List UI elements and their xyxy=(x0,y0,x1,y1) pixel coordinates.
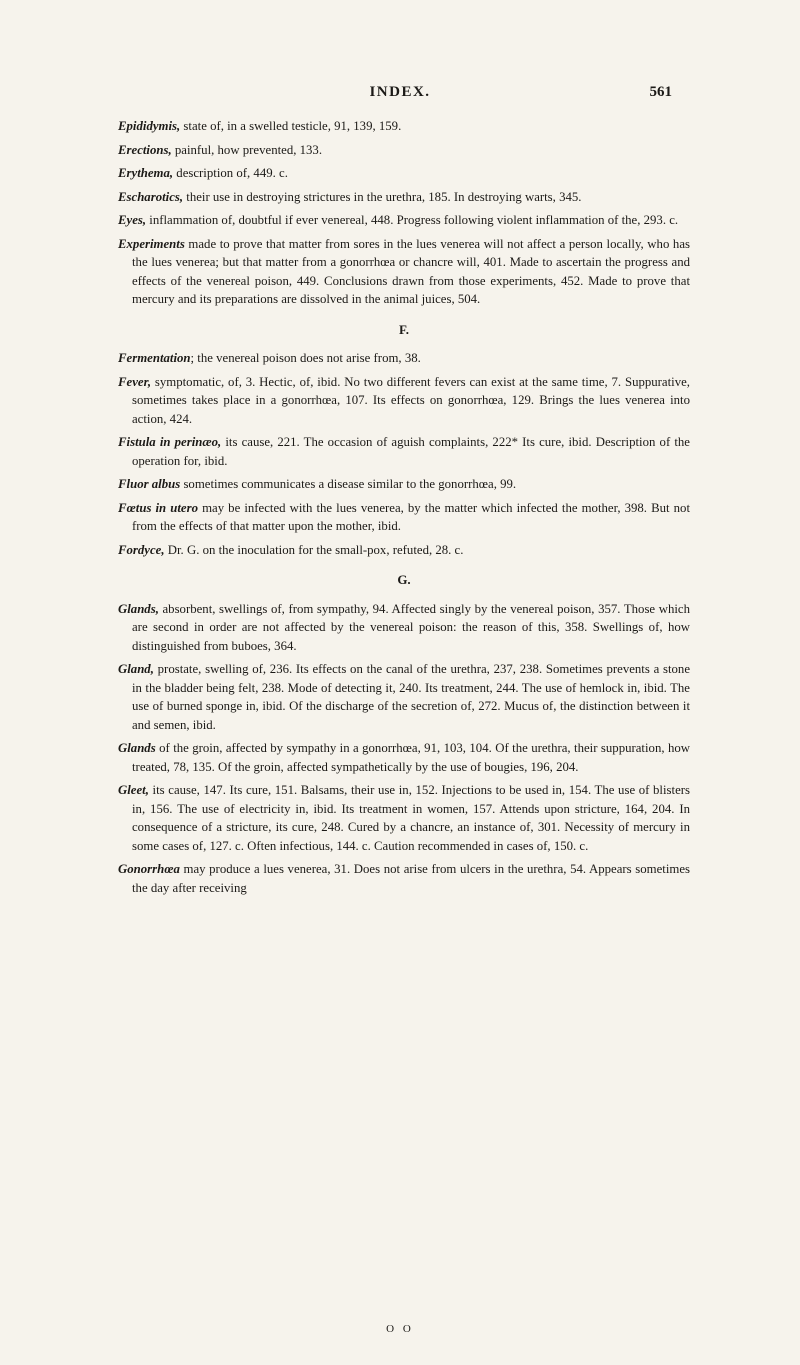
entry-text: its cause, 147. Its cure, 151. Balsams, their use in, 152. Injections to be used in, 154. The use of blisters in, 156. The use of electricity in, ibid. Its treatment in women, 157. Attends upon stricture, 164, 204. In consequence of a stricture, its cure, 248. Cured by a chancre, an instance of, 301. Necessity of mercury in some cases of, 127. c. Often infectious, 144. c. Caution recommended in cases of, 150. c. xyxy=(132,783,690,853)
index-entry xyxy=(118,211,690,230)
index-entry xyxy=(118,188,690,207)
index-entry xyxy=(118,235,690,309)
entry-heading: Epididymis, xyxy=(118,119,181,133)
entry-text: their use in destroying strictures in the urethra, 185. In destroying warts, 345. xyxy=(183,189,582,204)
entry-heading: Gleet, xyxy=(118,783,149,797)
entry-heading: Erythema, xyxy=(118,166,174,180)
entry-heading: Fœtus in utero xyxy=(118,500,198,515)
index-entry xyxy=(118,660,690,734)
entry-text: state of, in a swelled testicle, 91, 139, 159. xyxy=(180,119,402,133)
section-letter: F. xyxy=(399,321,409,337)
entry-heading: Gland, xyxy=(118,662,154,676)
index-entry xyxy=(118,860,690,897)
entry-heading: Fermentation xyxy=(118,351,191,365)
entry-heading: Glands, xyxy=(118,601,159,616)
entry-text: inflammation of, doubtful if ever venereal, 448. Progress following violent inflammation of the, 293. c. xyxy=(146,213,679,227)
entry-heading: Eyes, xyxy=(118,213,147,227)
entry-heading: Fluor albus xyxy=(118,477,181,491)
index-entry xyxy=(118,475,690,494)
index-entry xyxy=(118,600,690,656)
index-entry xyxy=(118,433,690,470)
running-title: INDEX. xyxy=(369,84,431,100)
entry-text: description of, 449. c. xyxy=(173,166,288,180)
entry-text: made to prove that matter from sores in the lues venerea will not affect a person locally, who has the lues venerea; but that matter from a gonorrhœa or chancre will, 401. Made to ascertain the progress and effects of the venereal poison, 449. Conclusions drawn from those experiments, 452. Made to prove that mercury and its preparations are dissolved in the animal juices, 504. xyxy=(132,236,690,306)
entry-heading: Fistula in perinæo, xyxy=(118,435,222,449)
index-entry xyxy=(118,541,690,560)
entry-heading: Fordyce, xyxy=(118,542,165,557)
index-content xyxy=(118,117,690,902)
running-head xyxy=(0,84,800,108)
entry-text: absorbent, swellings of, from sympathy, 94. Affected singly by the venereal poison, 357. Those which are second in order are not affected by the venereal poison: the reason of this, 358. Swellings of, how distinguished from buboes, 364. xyxy=(132,601,690,653)
entry-heading: Experiments xyxy=(118,236,185,251)
entry-heading: Fever, xyxy=(118,374,152,389)
index-entry xyxy=(118,141,690,160)
entry-text: symptomatic, of, 3. Hectic, of, ibid. No two different fevers can exist at the same time, 7. Suppurative, sometimes takes place in a gonorrhœa, 107. Its effects on gonorrhœa, 129. Brings the lues venerea into action, 424. xyxy=(132,374,690,426)
entry-text: Dr. G. on the inoculation for the small-pox, refuted, 28. c. xyxy=(164,542,464,557)
entry-heading: Erections, xyxy=(118,142,172,157)
entry-text: ; the venereal poison does not arise from, 38. xyxy=(190,351,421,365)
entry-heading: Glands xyxy=(118,741,156,755)
index-entry xyxy=(118,117,690,136)
page-number: 561 xyxy=(649,84,672,100)
index-entry xyxy=(118,499,690,536)
index-entry xyxy=(118,349,690,368)
entry-text: sometimes communicates a disease similar to the gonorrhœa, 99. xyxy=(180,477,517,491)
entry-heading: Gonorrhœa xyxy=(118,862,180,876)
index-entry xyxy=(118,739,690,776)
index-entry xyxy=(118,781,690,855)
entry-text: its cause, 221. The occasion of aguish complaints, 222* Its cure, ibid. Description of the operation for, ibid. xyxy=(132,435,690,468)
section-letter: G. xyxy=(397,572,411,587)
index-entry xyxy=(118,164,690,183)
entry-text: may be infected with the lues venerea, by the matter which infected the mother, 398. But not from the effects of that matter upon the mother, ibid. xyxy=(132,500,691,533)
signature-mark: O O xyxy=(386,1323,414,1335)
entry-text: may produce a lues venerea, 31. Does not arise from ulcers in the urethra, 54. Appears sometimes the day after receiving xyxy=(132,862,690,895)
index-entry xyxy=(118,373,690,429)
entry-text: painful, how prevented, 133. xyxy=(171,142,323,157)
entry-text: of the groin, affected by sympathy in a gonorrhœa, 91, 103, 104. Of the urethra, their suppuration, how treated, 78, 135. Of the groin, affected sympathetically by the use of bougies, 196, 204. xyxy=(132,741,690,774)
entry-heading: Escharotics, xyxy=(118,189,184,204)
entry-text: prostate, swelling of, 236. Its effects on the canal of the urethra, 237, 238. Sometimes prevents a stone in the bladder being felt, 238. Mode of detecting it, 240. Its treatment, 244. The use of hemlock in, ibid. The use of burned sponge in, ibid. Of the discharge of the secretion of, 272. Mucus of, the distinction between it and semen, ibid. xyxy=(132,662,690,732)
